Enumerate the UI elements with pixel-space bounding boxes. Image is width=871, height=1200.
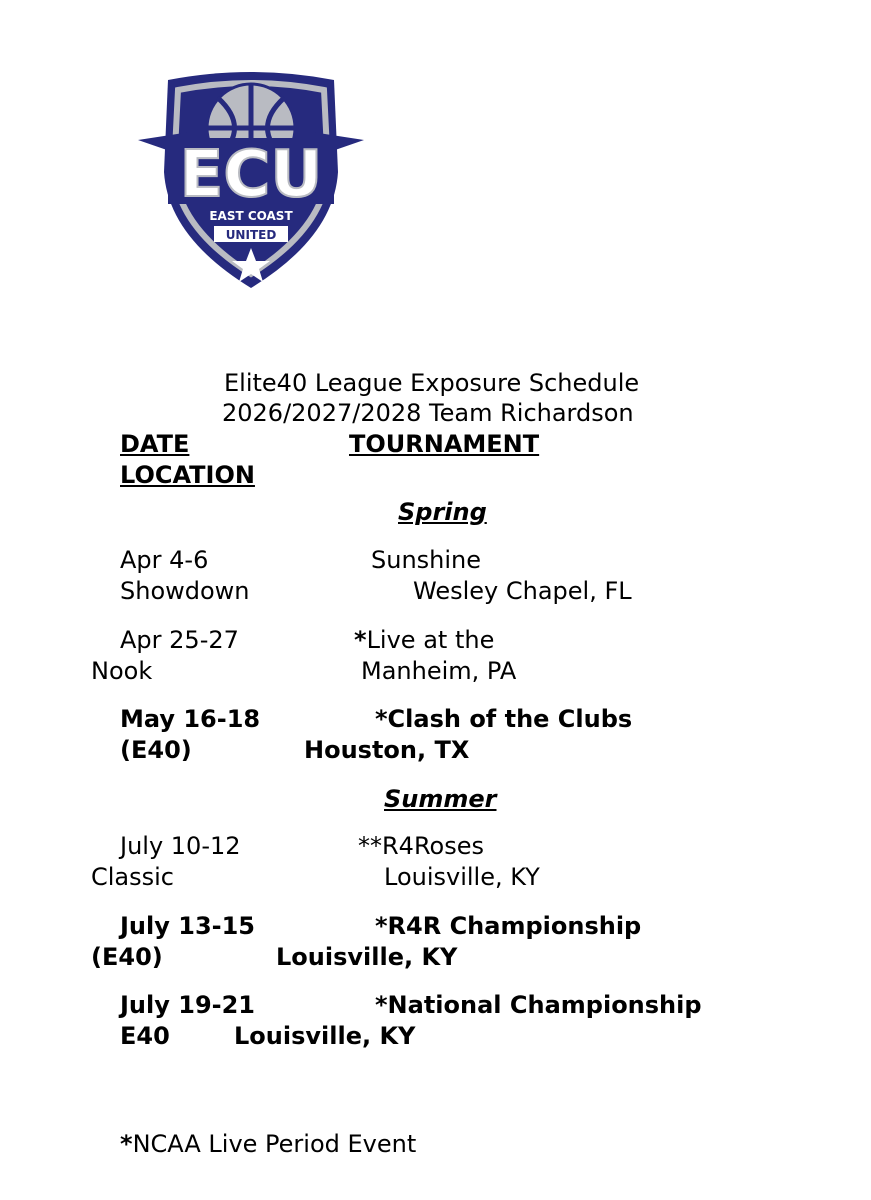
logo-line1: EAST COAST <box>209 209 293 223</box>
live-period-star: * <box>354 626 367 654</box>
schedule-subtitle: 2026/2027/2028 Team Richardson <box>222 399 634 427</box>
event-location: Louisville, KY <box>276 943 458 971</box>
column-date: DATE <box>120 430 190 458</box>
event-name-cont: Classic <box>91 863 175 891</box>
logo-letters: ECU <box>179 138 323 212</box>
event-location: Louisville, KY <box>234 1022 416 1050</box>
event-name-cont: Nook <box>91 657 153 685</box>
event-name: Sunshine <box>371 546 482 574</box>
event-name: *Clash of the Clubs <box>375 705 633 733</box>
event-name-cont: Showdown <box>120 577 250 605</box>
event-name-cont: (E40) <box>120 736 192 764</box>
logo-line2: UNITED <box>225 228 277 242</box>
event-name: **R4Roses <box>358 832 484 860</box>
event-location: Manheim, PA <box>361 657 517 685</box>
event-location: Houston, TX <box>304 736 470 764</box>
event-date: Apr 25-27 <box>120 626 239 654</box>
event-location: Wesley Chapel, FL <box>413 577 632 605</box>
footnote-star: * <box>120 1130 133 1158</box>
schedule-title: Elite40 League Exposure Schedule <box>224 369 640 397</box>
section-spring: Spring <box>398 498 487 526</box>
event-date: May 16-18 <box>120 705 261 733</box>
event-name-cont: (E40) <box>91 943 163 971</box>
event-name: *R4R Championship <box>375 912 642 940</box>
column-tournament: TOURNAMENT <box>349 430 540 458</box>
event-date: July 10-12 <box>120 832 241 860</box>
event-name: *National Championship <box>375 991 702 1019</box>
ecu-logo <box>138 62 364 290</box>
event-date: July 13-15 <box>120 912 255 940</box>
section-summer: Summer <box>384 785 497 813</box>
event-location: Louisville, KY <box>384 863 540 891</box>
footnote-text: NCAA Live Period Event <box>132 1130 417 1158</box>
event-name-cont: E40 <box>120 1022 170 1050</box>
column-location: LOCATION <box>120 461 255 489</box>
footnote <box>120 1129 416 1159</box>
event-date: Apr 4-6 <box>120 546 209 574</box>
event-date: July 19-21 <box>120 991 255 1019</box>
event-name: *Live at the <box>354 626 495 654</box>
